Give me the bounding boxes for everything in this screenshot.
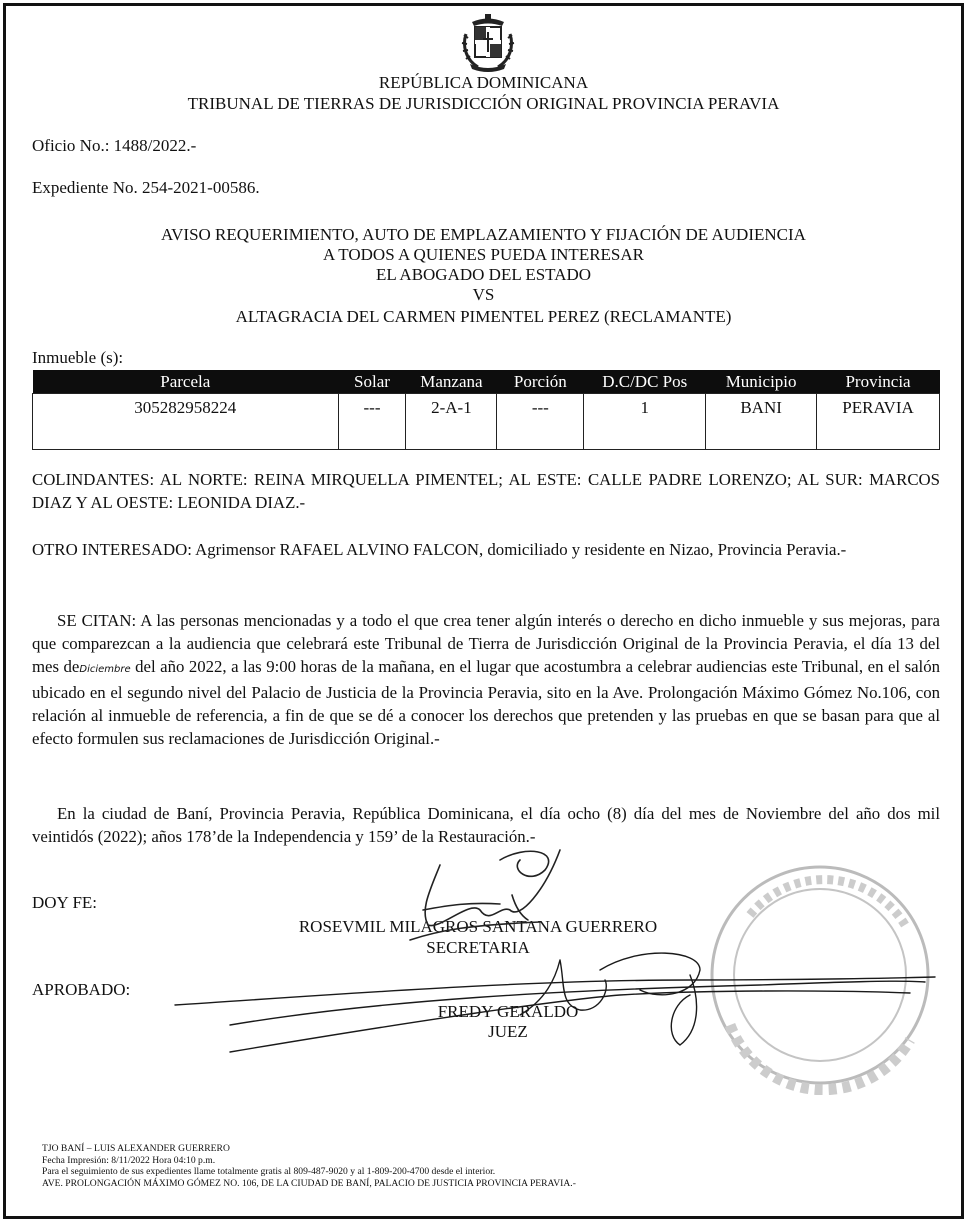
footer-line-2: Fecha Impresión: 8/11/2022 Hora 04:10 p.m. bbox=[42, 1154, 216, 1166]
footer-line-4: AVE. PROLONGACIÓN MÁXIMO GÓMEZ NO. 106, DE LA CIUDAD DE BANÍ, PALACIO DE JUSTICIA PROVINCIA PERAVIA.- bbox=[42, 1177, 576, 1189]
aprobado-label: APROBADO: bbox=[32, 980, 131, 999]
cell-porcion: --- bbox=[497, 394, 584, 450]
court-title: TRIBUNAL DE TIERRAS DE JURISDICCIÓN ORIGINAL PROVINCIA PERAVIA bbox=[187, 94, 780, 113]
notice-title-line-1: AVISO REQUERIMIENTO, AUTO DE EMPLAZAMIENTO Y FIJACIÓN DE AUDIENCIA bbox=[161, 225, 806, 244]
header-dc-pos: D.C/DC Pos bbox=[584, 370, 706, 394]
se-citan-paragraph bbox=[32, 609, 940, 750]
country-title: REPÚBLICA DOMINICANA bbox=[378, 73, 589, 92]
property-table bbox=[32, 370, 940, 450]
doy-fe-label: DOY FE: bbox=[32, 893, 98, 912]
ciudad-paragraph: En la ciudad de Baní, Provincia Peravia, República Dominicana, el día ocho (8) día del mes de Noviembre del año dos mil veintidós (2022); años 178’de la Independencia y 159’ de la Restauración.- bbox=[32, 804, 940, 846]
notice-title-line-2: A TODOS A QUIENES PUEDA INTERESAR bbox=[323, 245, 644, 264]
secretary-title: SECRETARIA bbox=[426, 938, 530, 957]
header-parcela: Parcela bbox=[33, 370, 339, 394]
header-manzana: Manzana bbox=[406, 370, 497, 394]
footer-line-3: Para el seguimiento de sus expedientes llame totalmente gratis al 809-487-9020 y al 1-809-200-4700 desde el interior. bbox=[42, 1166, 496, 1177]
property-label: Inmueble (s): bbox=[32, 348, 124, 367]
cell-solar: --- bbox=[338, 394, 406, 450]
property-table-header bbox=[33, 370, 940, 394]
notice-title-line-4: VS bbox=[472, 285, 495, 304]
se-citan-text-a: SE CITAN: A las personas mencionadas y a todo el que crea tener algún interés o derecho en dicho inmueble y sus mejoras, para que comparezcan a la audiencia que celebrará este Tribunal de Tierra de Jurisdicción Original de la Provincia Peravia, el día 13 del mes de bbox=[32, 611, 940, 676]
handwritten-signatures-icon bbox=[0, 830, 967, 1060]
handwritten-month: Diciembre bbox=[79, 664, 131, 675]
colindantes-paragraph: COLINDANTES: AL NORTE: REINA MIRQUELLA PIMENTEL; AL ESTE: CALLE PADRE LORENZO; AL SUR: MARCOS DIAZ Y AL OESTE: LEONIDA DIAZ.- bbox=[32, 470, 940, 512]
header-porcion: Porción bbox=[497, 370, 584, 394]
expediente-number: Expediente No. 254-2021-00586. bbox=[32, 178, 260, 197]
judge-name: FREDY GERALDO bbox=[437, 1002, 579, 1021]
footer bbox=[42, 1143, 576, 1189]
otro-interesado-paragraph: OTRO INTERESADO: Agrimensor RAFAEL ALVINO FALCON, domiciliado y residente en Nizao, Provincia Peravia.- bbox=[32, 540, 847, 559]
cell-dc-pos: 1 bbox=[584, 394, 706, 450]
coat-of-arms-icon bbox=[458, 12, 518, 74]
header-solar: Solar bbox=[338, 370, 406, 394]
secretary-name: ROSEVMIL MILAGROS SANTANA GUERRERO bbox=[298, 917, 658, 936]
table-row bbox=[33, 394, 940, 450]
notice-title-line-5: ALTAGRACIA DEL CARMEN PIMENTEL PEREZ (RECLAMANTE) bbox=[235, 307, 732, 326]
cell-parcela: 305282958224 bbox=[33, 394, 339, 450]
header-municipio: Municipio bbox=[706, 370, 817, 394]
se-citan-text-b: del año 2022, a las 9:00 horas de la mañana, en el lugar que acostumbra a celebrar audiencias este Tribunal, en el salón ubicado en el segundo nivel del Palacio de Justicia de la Provincia Peravia, sito en la Ave. Prolongación Máximo Gómez No.106, con relación al inmueble de referencia, a fin de que se dé a conocer los derechos que pretenden y las pruebas en que se basan para que al efecto formulen sus reclamaciones de Jurisdicción Original.- bbox=[32, 657, 940, 748]
header-provincia: Provincia bbox=[817, 370, 940, 394]
oficio-number: Oficio No.: 1488/2022.- bbox=[32, 136, 197, 155]
cell-municipio: BANI bbox=[706, 394, 817, 450]
cell-provincia: PERAVIA bbox=[817, 394, 940, 450]
judge-title: JUEZ bbox=[488, 1022, 528, 1041]
footer-line-1: TJO BANÍ – LUIS ALEXANDER GUERRERO bbox=[42, 1143, 230, 1154]
notice-title-line-3: EL ABOGADO DEL ESTADO bbox=[375, 265, 592, 284]
cell-manzana: 2-A-1 bbox=[406, 394, 497, 450]
